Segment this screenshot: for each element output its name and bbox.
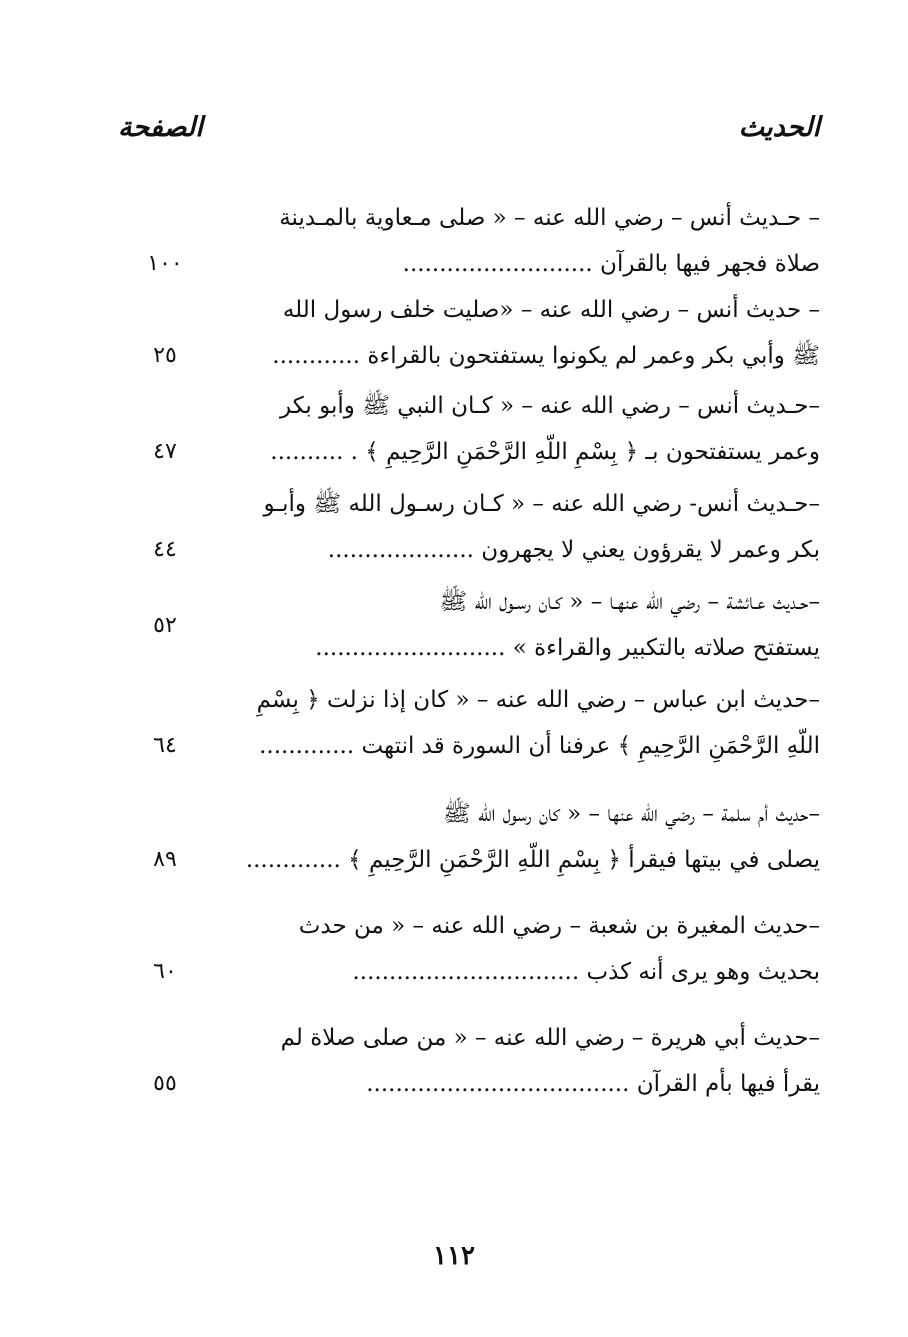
entry-line-2: وعمر يستفتحون بـ ﴿ بِسْمِ اللَّهِ الرَّحْمَنِ الرَّحِيمِ ﴾ . .......... — [270, 439, 820, 465]
entry-line-1: – حديث أنس – رضي الله عنه – «صليت خلف رسول الله — [282, 297, 820, 323]
entry-line-2: يقرأ فيها بأم القرآن .................................... — [366, 1071, 820, 1097]
entry-line-2: ﷺ وأبي بكر وعمر لم يكونوا يستفتحون بالقراءة ............ — [272, 343, 820, 369]
entry-page-number: ٦٠ — [153, 959, 177, 984]
entry-line-2: بحديث وهو يرى أنه كذب ............................... — [352, 959, 820, 985]
entry-line-1: –حـديث أنس- رضي الله عنه – « كـان رسـول الله ﷺ وأبـو — [263, 491, 820, 517]
entry-line-1: –حديث ابن عباس – رضي الله عنه – « كان إذا نزلت ﴿ بِسْمِ — [256, 687, 820, 713]
entry-page-number: ٥٥ — [153, 1071, 177, 1096]
entry-line-1: –حـديث عـائشة – رضي الله عنهـا – « كـان رسـول الله ﷺ — [439, 589, 820, 615]
entry-page-number: ٦٤ — [153, 733, 177, 758]
entry-page-number: ٢٥ — [153, 343, 177, 368]
entry-line-2: اللَّهِ الرَّحْمَنِ الرَّحِيمِ ﴾ عرفنا أن السورة قد انتهت ............. — [259, 733, 820, 759]
entry-line-1: – حـديث أنس – رضي الله عنه – « صلى مـعاوية بالمـدينة — [279, 205, 820, 231]
entry-line-1: –حديث أبي هريرة – رضي الله عنه – « من صلى صلاة لم — [280, 1025, 820, 1051]
entry-page-number: ٤٤ — [153, 537, 177, 562]
column-header-page: الصفحة — [118, 112, 203, 143]
entry-line-1: –حديث المغيرة بن شعبة – رضي الله عنه – « من حدث — [298, 913, 820, 939]
index-entry — [0, 1020, 908, 1212]
column-header-hadith: الحديث — [738, 112, 820, 143]
page-number-footer: ١١٢ — [433, 1241, 475, 1271]
entry-page-number: ٨٩ — [153, 847, 177, 872]
entry-line-2: بكر وعمر لا يقرؤون يعني لا يجهرون .................... — [327, 537, 820, 563]
entry-line-1: –حديث أم سلمة – رضي الله عنها – « كان رسول الله ﷺ — [443, 801, 820, 827]
entry-line-2: يصلى في بيتها فيقرأ ﴿ بِسْمِ اللَّهِ الرَّحْمَنِ الرَّحِيمِ ﴾ ............. — [245, 847, 820, 873]
entry-page-number: ٥٢ — [153, 613, 177, 638]
entry-line-1: –حـديث أنس – رضي الله عنه – « كـان النبي ﷺ وأبو بكر — [280, 393, 820, 419]
entry-page-number: ٤٧ — [153, 439, 177, 464]
entry-line-2: يستفتح صلاته بالتكبير والقراءة » .......................... — [315, 635, 820, 661]
entry-page-number: ١٠٠ — [147, 251, 183, 276]
entry-line-2: صلاة فجهر فيها بالقرآن .......................... — [402, 251, 820, 277]
